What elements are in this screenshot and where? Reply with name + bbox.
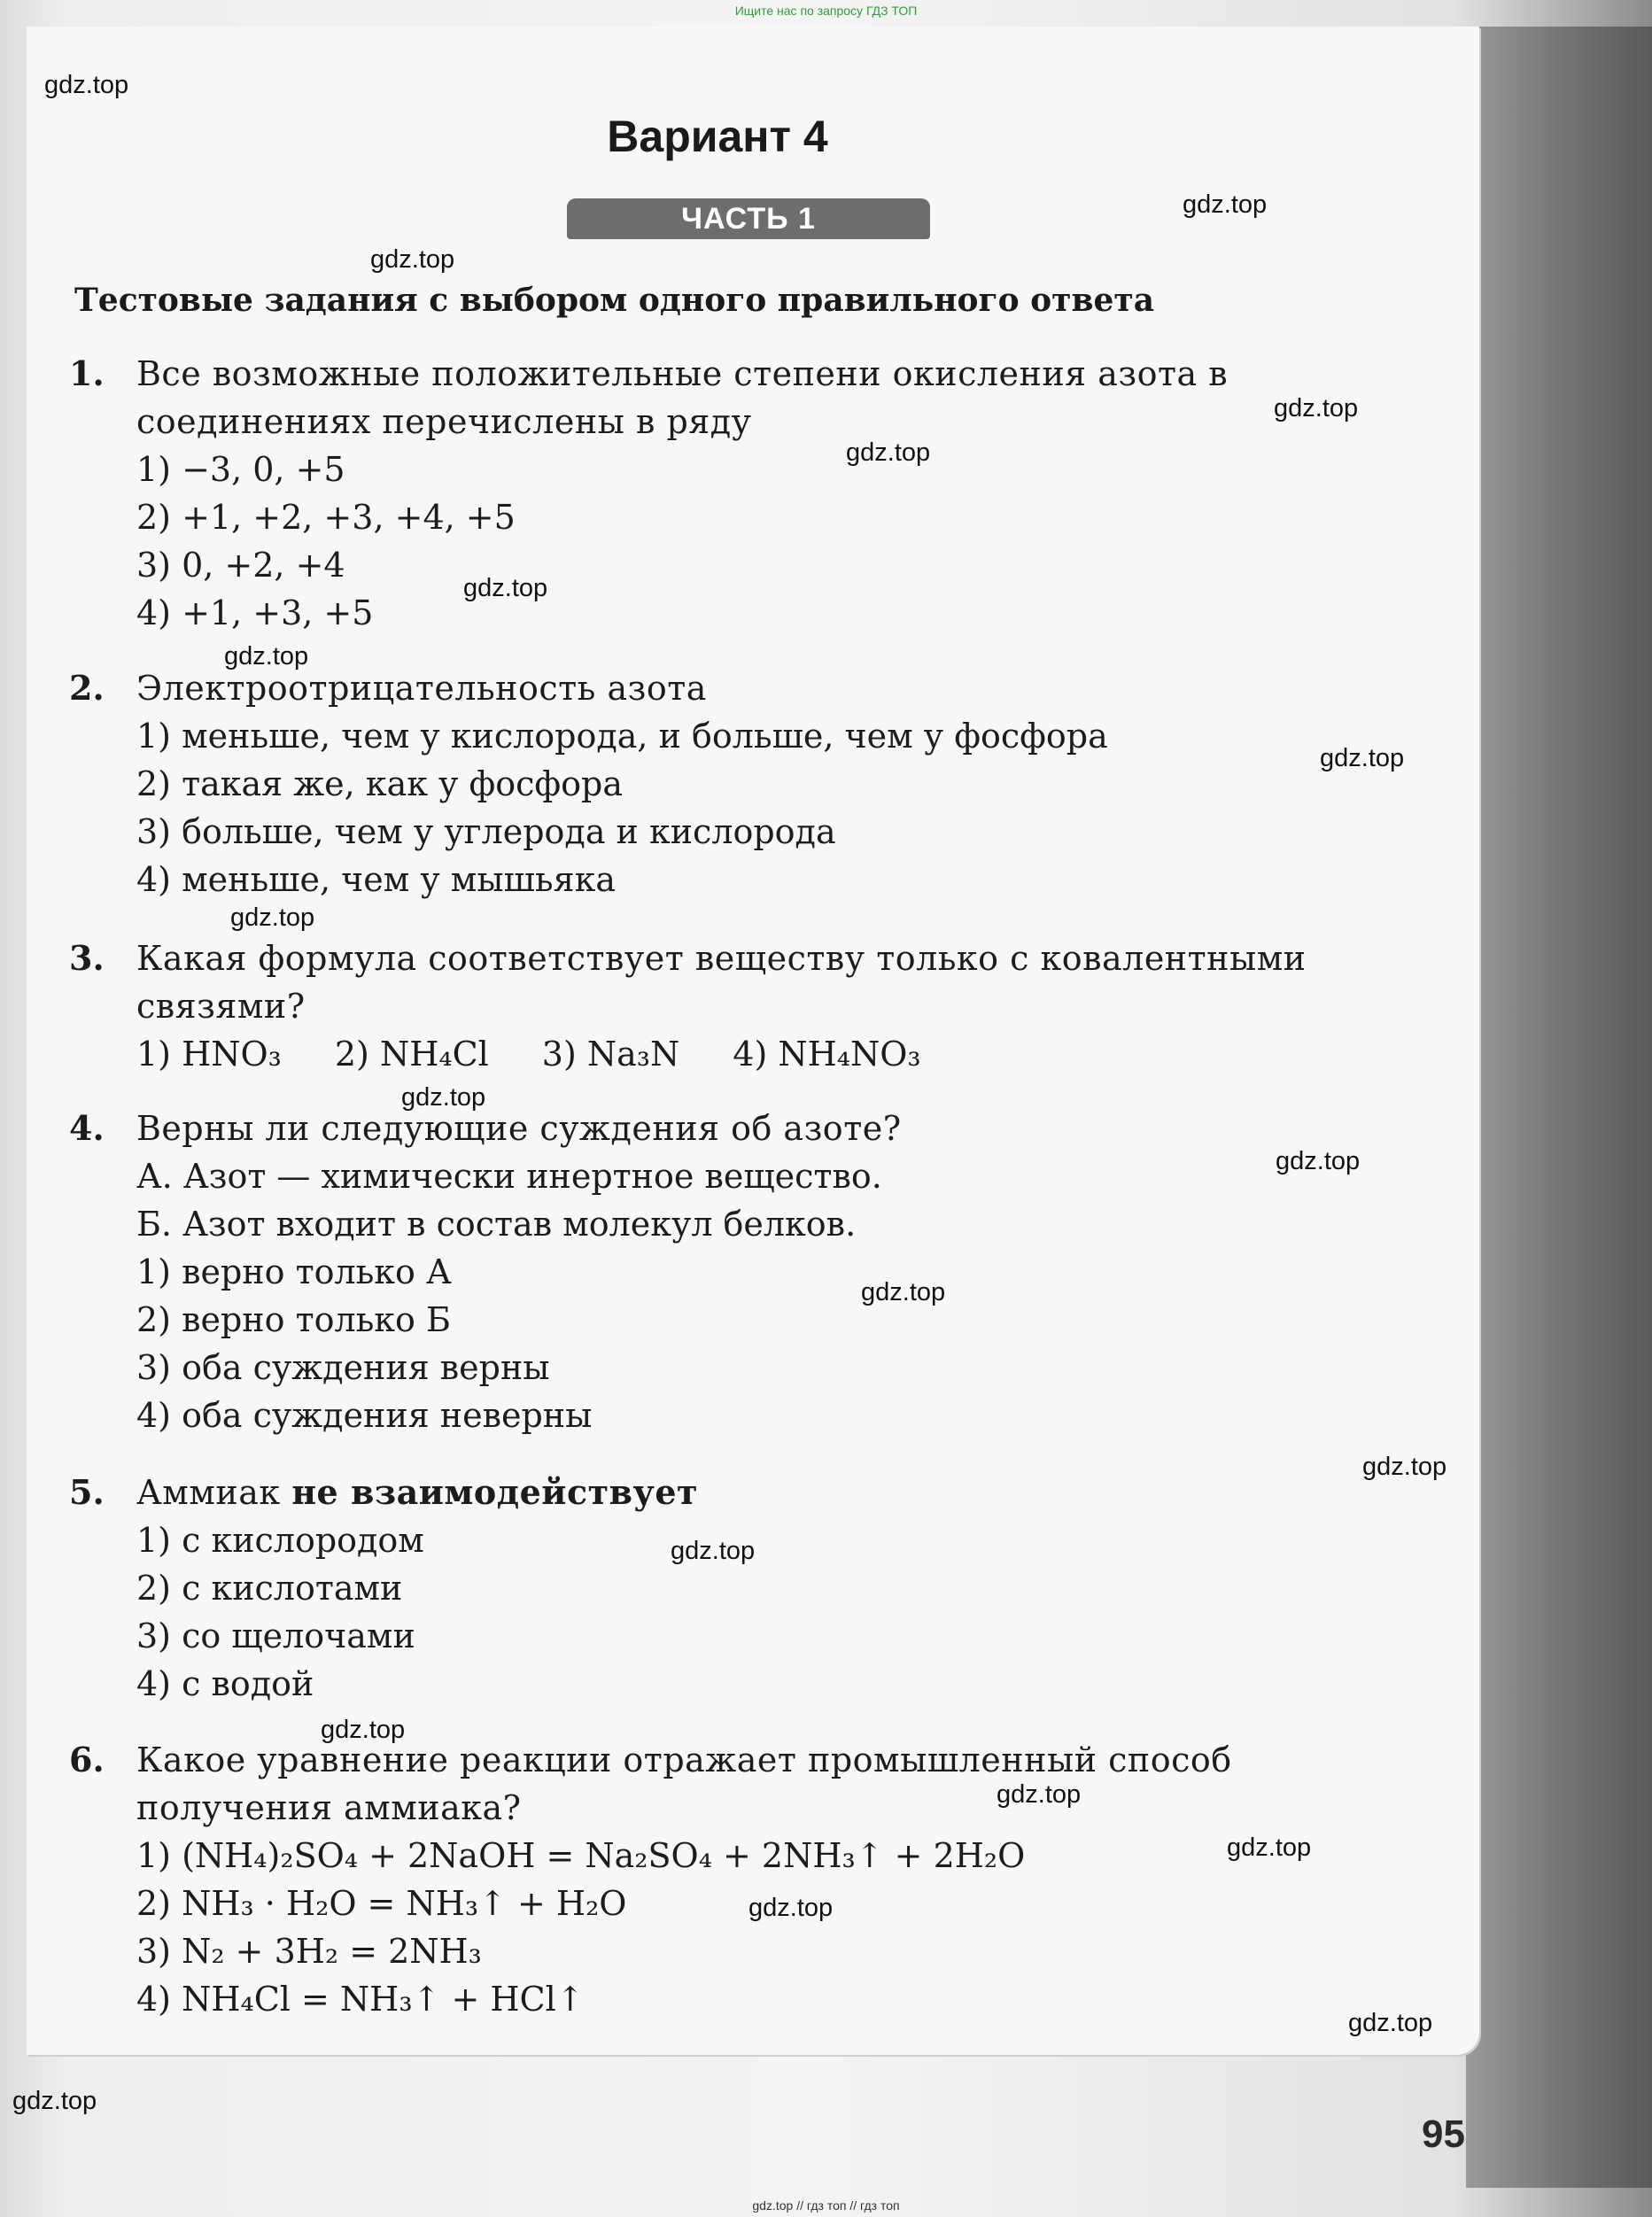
statement-b: Б. Азот входит в состав молекул белков. <box>136 1205 857 1244</box>
watermark: gdz.top <box>230 903 315 932</box>
answer-option: 1) (NH₄)₂SO₄ + 2NaOH = Na₂SO₄ + 2NH₃↑ + 2H₂O <box>136 1836 1026 1875</box>
answer-option: 1) с кислородом <box>136 1521 424 1560</box>
watermark: gdz.top <box>1274 394 1359 422</box>
question-stem: Какое уравнение реакции отражает промышленный способ получения аммиака? <box>136 1740 1232 1827</box>
watermark: gdz.top <box>463 574 548 602</box>
question-number: 6. <box>69 1740 105 1779</box>
watermark: gdz.top <box>370 245 455 274</box>
stem-emphasis: не взаимодействует <box>291 1472 699 1512</box>
answer-option: 2) NH₄Cl <box>334 1035 489 1074</box>
watermark: gdz.top <box>1348 2009 1433 2037</box>
answer-option: 4) NH₄Cl = NH₃↑ + HCl↑ <box>136 1980 585 2019</box>
question-2 <box>69 664 1433 903</box>
answer-option: 4) меньше, чем у мышьяка <box>136 860 616 899</box>
watermark: gdz.top <box>224 642 309 671</box>
answer-option: 2) с кислотами <box>136 1569 403 1608</box>
question-stem: Все возможные положительные степени окисления азота в соединениях перечислены в ряду <box>136 354 1229 441</box>
question-number: 4. <box>69 1108 105 1148</box>
answer-option: 2) такая же, как у фосфора <box>136 764 623 803</box>
section-heading: Тестовые задания с выбором одного правильного ответа <box>74 282 1155 319</box>
top-banner: Ищите нас по запросу ГДЗ ТОП <box>734 4 918 18</box>
answer-options-row <box>136 1030 1433 1078</box>
question-4 <box>69 1105 1433 1439</box>
watermark: gdz.top <box>1183 190 1268 219</box>
question-stem: Какая формула соответствует веществу только с ковалентными связями? <box>136 939 1307 1026</box>
stem-text: Аммиак <box>136 1473 281 1512</box>
answer-option: 3) 0, +2, +4 <box>136 546 345 585</box>
watermark: gdz.top <box>12 2087 97 2115</box>
watermark: gdz.top <box>321 1716 406 1744</box>
watermark: gdz.top <box>1362 1453 1447 1481</box>
question-6 <box>69 1736 1433 2023</box>
page-number: 95 <box>1422 2112 1465 2156</box>
answer-option: 1) HNO₃ <box>136 1035 282 1074</box>
answer-option: 2) верно только Б <box>136 1300 451 1339</box>
answer-option: 1) меньше, чем у кислорода, и больше, чем у фосфора <box>136 717 1108 756</box>
bottom-banner: gdz.top // гдз топ // гдз топ <box>752 2198 900 2213</box>
watermark: gdz.top <box>401 1083 486 1112</box>
variant-title: Вариант 4 <box>607 112 828 161</box>
answer-option: 4) оба суждения неверны <box>136 1396 593 1435</box>
answer-option: 3) оба суждения верны <box>136 1348 550 1387</box>
watermark: gdz.top <box>1276 1147 1361 1175</box>
question-number: 3. <box>69 938 105 978</box>
question-stem: Электроотрицательность азота <box>136 669 707 708</box>
answer-option: 4) с водой <box>136 1664 314 1703</box>
part-label: ЧАСТЬ 1 <box>567 198 930 239</box>
question-number: 2. <box>69 668 105 708</box>
answer-option: 2) +1, +2, +3, +4, +5 <box>136 498 516 537</box>
watermark: gdz.top <box>1320 744 1405 772</box>
adjacent-page-edge <box>1466 27 1652 2188</box>
statement-a: А. Азот — химически инертное вещество. <box>136 1157 882 1196</box>
question-1 <box>69 350 1433 637</box>
question-number: 1. <box>69 353 105 393</box>
answer-option: 3) Na₃N <box>541 1035 680 1074</box>
watermark: gdz.top <box>1227 1833 1312 1862</box>
watermark: gdz.top <box>846 438 931 467</box>
answer-option: 1) верно только А <box>136 1252 452 1291</box>
question-5 <box>69 1469 1433 1708</box>
answer-option: 4) NH₄NO₃ <box>733 1035 921 1074</box>
watermark: gdz.top <box>748 1894 834 1922</box>
watermark: gdz.top <box>861 1278 946 1306</box>
answer-option: 2) NH₃ · H₂O = NH₃↑ + H₂O <box>136 1884 627 1923</box>
question-number: 5. <box>69 1472 105 1512</box>
watermark: gdz.top <box>671 1537 756 1565</box>
watermark: gdz.top <box>44 71 129 99</box>
question-stem <box>136 1469 1433 1516</box>
question-stem: Верны ли следующие суждения об азоте? <box>136 1109 902 1148</box>
answer-option: 3) N₂ + 3H₂ = 2NH₃ <box>136 1932 482 1971</box>
question-3 <box>69 934 1433 1078</box>
answer-option: 3) со щелочами <box>136 1616 415 1655</box>
answer-option: 4) +1, +3, +5 <box>136 593 374 632</box>
watermark: gdz.top <box>997 1780 1082 1809</box>
answer-option: 1) −3, 0, +5 <box>136 450 345 489</box>
answer-option: 3) больше, чем у углерода и кислорода <box>136 812 836 851</box>
